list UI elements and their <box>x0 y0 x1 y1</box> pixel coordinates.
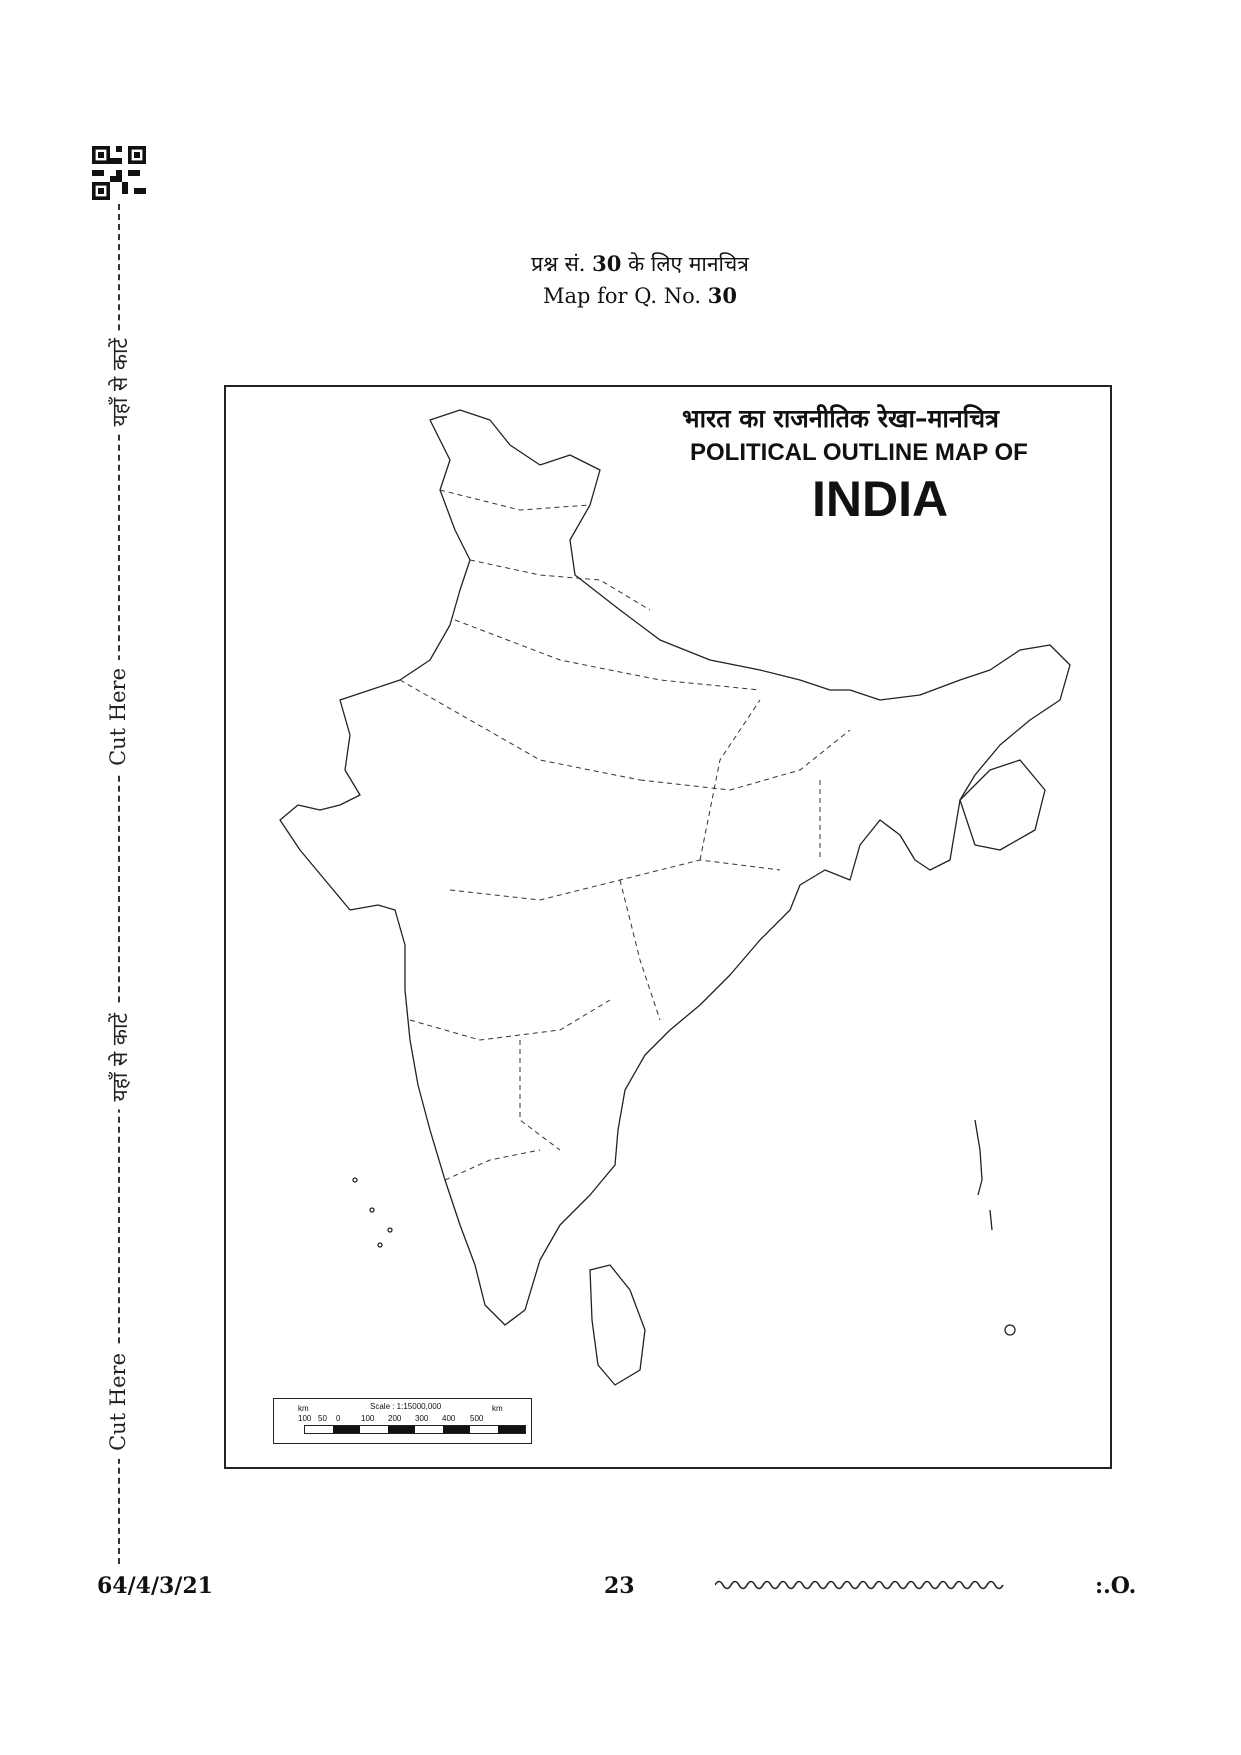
cut-label-hindi-bottom: यहाँ से काटें <box>104 1005 136 1109</box>
heading-english: Map for Q. No. 30 <box>542 283 738 308</box>
scale-tick: 300 <box>415 1414 429 1423</box>
map-title-country: INDIA <box>812 471 949 527</box>
scale-tick: 100 <box>361 1414 375 1423</box>
map-title-english: POLITICAL OUTLINE MAP OF <box>690 439 1028 466</box>
scale-bar <box>273 1398 532 1444</box>
andaman-islands-outline <box>975 1120 992 1230</box>
squiggle-line-icon <box>715 1577 1005 1593</box>
paper-code: 64/4/3/21 <box>97 1573 213 1599</box>
cut-label-hindi-top: यहाँ से काटें <box>104 330 136 434</box>
scale-tick: 100 <box>298 1414 312 1423</box>
northeast-outline <box>960 760 1045 850</box>
heading-hindi: प्रश्न सं. 30 के लिए मानचित्र <box>531 251 749 276</box>
scale-text: Scale : 1:15000,000 <box>370 1402 442 1411</box>
map-title-hindi: भारत का राजनीतिक रेखा–मानचित्र <box>682 404 999 433</box>
sri-lanka-outline <box>590 1265 645 1385</box>
cut-label-english-bottom: Cut Here <box>104 1345 132 1459</box>
scale-tick: 500 <box>470 1414 484 1423</box>
scale-unit-right: km <box>492 1404 503 1413</box>
scale-tick: 400 <box>442 1414 456 1423</box>
scale-tick: 50 <box>318 1414 327 1423</box>
cut-label-english-top: Cut Here <box>104 660 132 774</box>
page-number: 23 <box>604 1573 635 1599</box>
pto-label: :.O. <box>1095 1573 1137 1599</box>
state-boundaries <box>400 490 850 1180</box>
scale-unit-left: km <box>298 1404 309 1413</box>
india-mainland-outline <box>280 410 1070 1325</box>
scale-bar-segments <box>304 1425 526 1434</box>
scale-tick: 0 <box>336 1414 341 1423</box>
scale-tick: 200 <box>388 1414 402 1423</box>
